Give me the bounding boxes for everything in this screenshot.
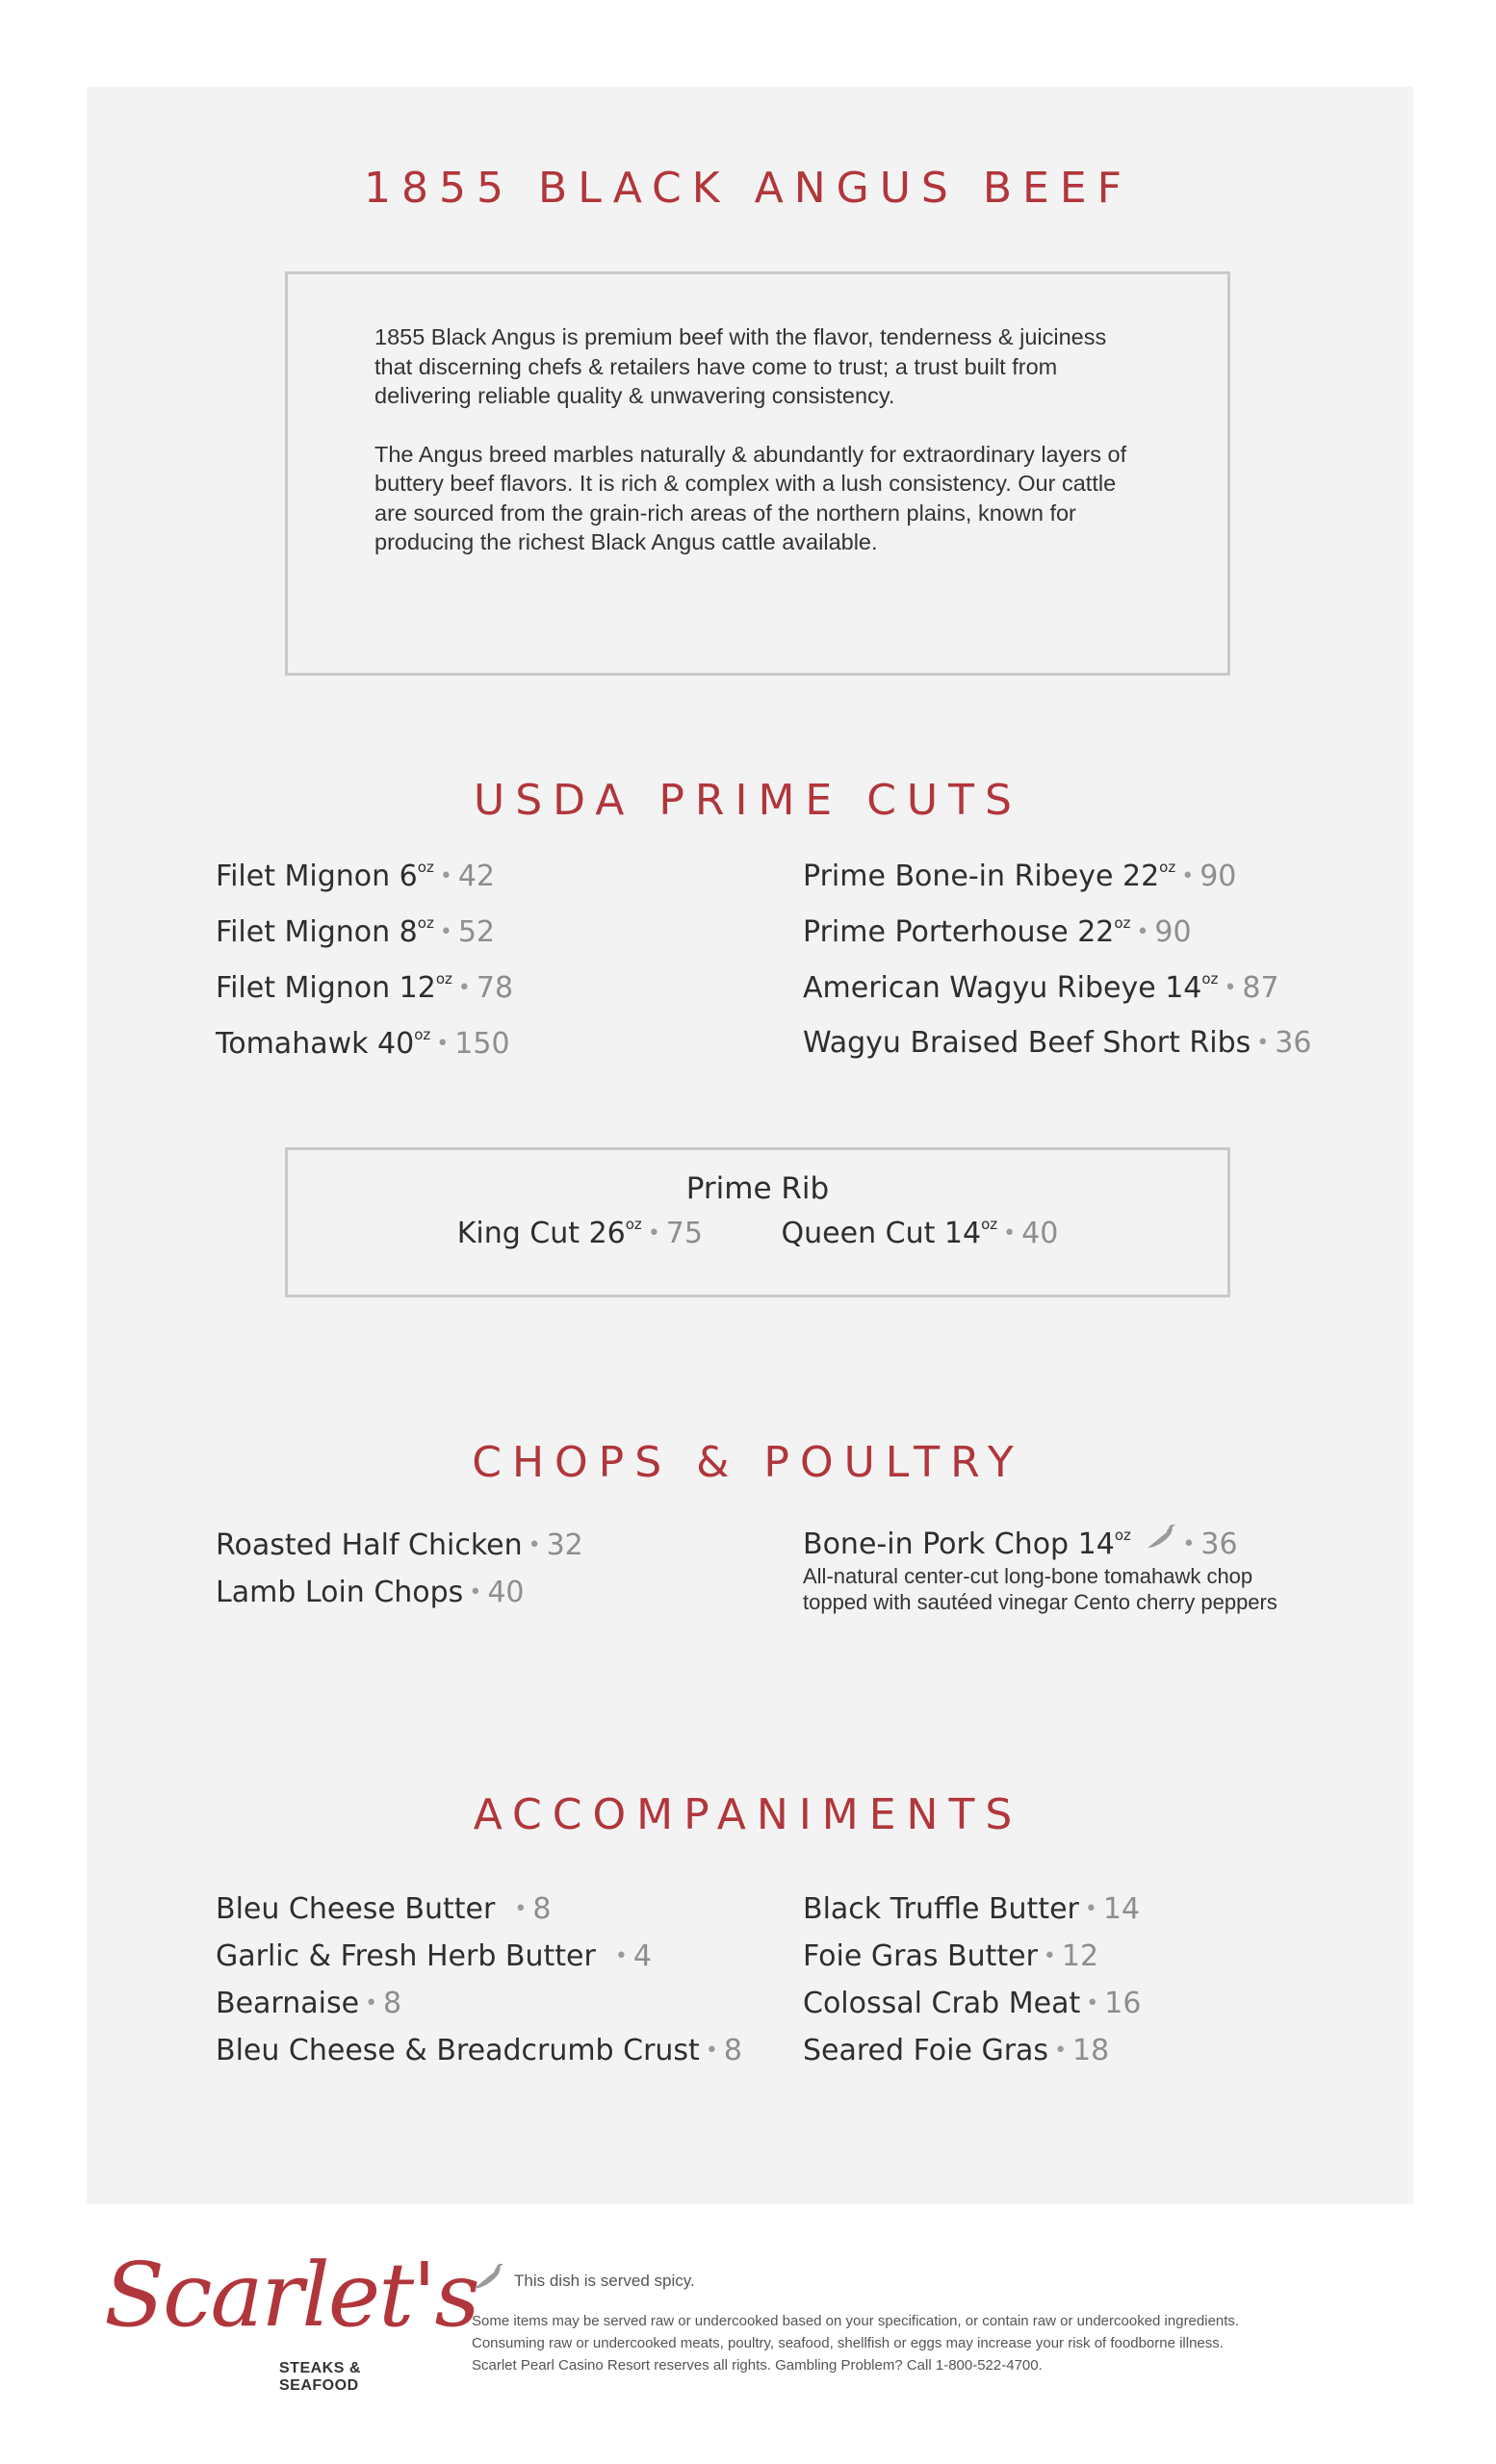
acc-right-column <box>803 1892 1141 2067</box>
logo-script: Scarlet's <box>104 2244 478 2347</box>
disclaimer-line-1: Some items may be served raw or undercooked based on your specification, or contain raw or undercooked ingredients. <box>472 2313 1240 2329</box>
beef-intro-paragraph-2: The Angus breed marbles naturally & abundantly for extraordinary layers of buttery beef flavors. It is rich & complex with a lush consistency. Our cattle are sourced from the grain-rich areas of the northern plains, known for producing the richest Black Angus cattle available. <box>374 441 1127 554</box>
menu-item: Roasted Half Chicken • 32 <box>216 1528 583 1562</box>
prime-rib-box <box>285 1147 1230 1297</box>
menu-item: Colossal Crab Meat • 16 <box>803 1987 1142 2020</box>
disclaimer-line-3: Scarlet Pearl Casino Resort reserves all rights. Gambling Problem? Call 1-800-522-4700. <box>472 2357 1043 2374</box>
logo-subtitle: STEAKS & SEAFOOD <box>279 2360 361 2394</box>
footer-pepper-icon <box>472 2264 504 2297</box>
disclaimer-line-2: Consuming raw or undercooked meats, poultry, seafood, shellfish or eggs may increase your risk of foodborne illness. <box>472 2335 1224 2351</box>
menu-item: Seared Foie Gras • 18 <box>803 2034 1110 2067</box>
menu-item: Garlic & Fresh Herb Butter • 4 <box>216 1939 652 1973</box>
menu-item: Prime Bone-in Ribeye $22^{oz}$ • 90 <box>803 859 1237 893</box>
menu-item: Lamb Loin Chops • 40 <box>216 1576 525 1609</box>
footer-disclaimer <box>472 2310 1396 2376</box>
menu-item: Tomahawk $40^{oz}$ • 150 <box>216 1026 510 1061</box>
menu-item: Black Truffle Butter • 14 <box>803 1892 1141 1926</box>
beef-intro-box <box>285 271 1230 676</box>
menu-item: Filet Mignon $6^{oz}$ • 42 <box>216 859 495 893</box>
menu-item: American Wagyu Ribeye $14^{oz}$ • 87 <box>803 970 1279 1005</box>
section-title-chops: CHOPS & POULTRY <box>472 1438 1024 1487</box>
menu-item: Prime Porterhouse $22^{oz}$ • 90 <box>803 914 1192 949</box>
prime-rib-title: Prime Rib <box>685 1171 830 1206</box>
prime-right-column <box>803 859 1311 1060</box>
spicy-note: This dish is served spicy. <box>514 2272 695 2290</box>
beef-intro-paragraph-1: 1855 Black Angus is premium beef with the flavor, tenderness & juiciness that discerning chefs & retailers have come to trust; a trust built from delivering reliable quality & unwavering consistency. <box>374 324 1107 408</box>
menu-item-pork-chop: Bone-in Pork Chop $14^{oz}$ • 36 <box>803 1527 1238 1561</box>
menu-item: Filet Mignon $8^{oz}$ • 52 <box>216 914 495 949</box>
menu-item: Bleu Cheese & Breadcrumb Crust • 8 <box>216 2034 742 2067</box>
prime-left-column <box>216 859 513 1061</box>
chops-right-column <box>803 1525 1303 1615</box>
prime-rib-options <box>288 1216 1227 1250</box>
section-title-accompaniments: ACCOMPANIMENTS <box>473 1790 1023 1839</box>
chops-left-column <box>216 1528 583 1609</box>
menu-item-king-cut: King Cut $26^{oz}$ • 75 <box>456 1216 703 1250</box>
menu-item: Bleu Cheese Butter • 8 <box>216 1892 552 1926</box>
menu-item-queen-cut: Queen Cut $14^{oz}$ • 40 <box>781 1216 1059 1250</box>
menu-item: Wagyu Braised Beef Short Ribs • 36 <box>803 1026 1312 1060</box>
pork-chop-description: All-natural center-cut long-bone tomahawk chop topped with sautéed vinegar Cento cherry peppers <box>803 1564 1277 1614</box>
menu-item: Filet Mignon $12^{oz}$ • 78 <box>216 970 514 1005</box>
acc-left-column <box>216 1892 742 2067</box>
menu-item: Bearnaise • 8 <box>216 1987 402 2020</box>
section-title-beef: 1855 BLACK ANGUS BEEF <box>364 164 1132 213</box>
menu-item: Foie Gras Butter • 12 <box>803 1939 1099 1973</box>
section-title-prime: USDA PRIME CUTS <box>474 776 1022 825</box>
pepper-icon <box>1146 1525 1176 1559</box>
scarlets-logo <box>104 2243 478 2406</box>
